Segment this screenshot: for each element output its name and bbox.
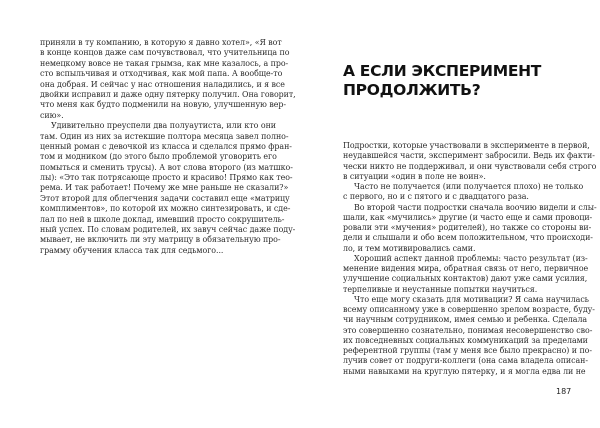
page-number: 187 bbox=[556, 387, 572, 396]
text-line: менение видения мира, обратная связь от него, первичное bbox=[343, 264, 589, 273]
text-line: терпеливые и неустанные попытки научиться. bbox=[343, 284, 538, 294]
text-line: это совершенно сознательно, понимая несовершенство сво- bbox=[343, 325, 593, 335]
text-line: лал по ней в школе доклад, имевший просто сокрушитель- bbox=[40, 214, 285, 224]
text-line: лучив совет от подруги-коллеги (она сама владела описан- bbox=[343, 356, 588, 366]
text-line: ный успех. По словам родителей, их завуч сейчас даже поду- bbox=[40, 225, 296, 235]
text-line: улучшение социальных контактов) дают уже сами усилия, bbox=[343, 274, 588, 284]
text-line: сию». bbox=[40, 110, 64, 120]
text-line: Удивительно преуспели два полуаутиста, или кто они bbox=[51, 121, 276, 131]
text-line: всему описанному уже в совершенно зрелом возрасте, буду- bbox=[343, 305, 595, 314]
text-line: Что еще могу сказать для мотивации? Я сама научилась bbox=[354, 294, 589, 304]
text-line: комплиментов», по которой их можно синтезировать, и сде- bbox=[40, 204, 291, 214]
text-line: что меня как будто подменили на новую, улучшенную вер- bbox=[40, 100, 286, 110]
text-line: рема. И так работает! Почему же мне раньше не сказали?» bbox=[40, 183, 289, 193]
text-line: ровали эти «мучения» родителей), но также со стороны ви- bbox=[343, 223, 592, 232]
text-line: с первого, но и с пятого и с двадцатого раза. bbox=[343, 192, 529, 202]
text-line: Хороший аспект данной проблемы: часто результат (из- bbox=[354, 253, 588, 263]
heading-line-1: А ЕСЛИ ЭКСПЕРИМЕНТ bbox=[343, 62, 542, 80]
right-page bbox=[300, 0, 600, 428]
text-line: в конце концов даже сам почувствовал, что учительница по bbox=[40, 48, 290, 58]
left-page-text bbox=[40, 38, 296, 256]
text-line: приняли в ту компанию, в которую я давно хотел», «Я вот bbox=[40, 38, 282, 47]
text-line: референтной группы (там у меня все было прекрасно) и по- bbox=[343, 346, 592, 355]
text-line: чи научным сотрудником, имея семью и ребенка. Сделала bbox=[343, 315, 588, 325]
text-line: мывает, не включить ли эту матрицу в обязательную про- bbox=[40, 235, 281, 245]
text-line: неудавшейся части, эксперимент забросили. Ведь их факти- bbox=[343, 151, 595, 161]
text-line: там. Один из них за истекшие полтора месяца завел полно- bbox=[40, 131, 289, 141]
text-line: том и модником (до этого было проблемой уговорить его bbox=[40, 152, 277, 162]
heading-line-2: ПРОДОЛЖИТЬ? bbox=[343, 81, 481, 99]
text-line: грамму обучения класса так для седьмого... bbox=[40, 245, 224, 255]
right-page-text bbox=[343, 141, 597, 377]
text-line: ными навыками на круглую пятерку, и я могла едва ли не bbox=[343, 366, 586, 376]
text-line: шали, как «мучились» другие (и часто еще и сами провоци- bbox=[343, 212, 593, 222]
text-line: Во второй части подростки сначала воочию видели и слы- bbox=[354, 202, 597, 212]
text-line: сто вспыльчивая и отходчивая, как мой папа. А вообще-то bbox=[40, 69, 283, 79]
text-line: Подростки, которые участвовали в эксперименте в первой, bbox=[343, 141, 590, 150]
text-line: ценный роман с девочкой из класса и сделался прямо фран- bbox=[40, 141, 292, 151]
text-line: чески никто не поддерживал, и они чувствовали себя строго bbox=[343, 161, 597, 171]
chapter-heading bbox=[343, 62, 541, 100]
text-line: помыться и сменить трусы). А вот слова второго (из матшко- bbox=[40, 162, 293, 172]
text-line: двойки исправил и даже одну пятерку получил. Она говорит, bbox=[40, 89, 296, 99]
text-line: ло, и тем мотивировались сами. bbox=[343, 243, 476, 253]
text-line: их повседневных социальных коммуникаций за пределами bbox=[343, 335, 588, 345]
text-line: дели и слышали и обо всем положительном, что происходи- bbox=[343, 233, 593, 243]
text-line: Этот второй для облегчения задачи составил еще «матрицу bbox=[40, 193, 290, 203]
text-line: Часто не получается (или получается плохо) не только bbox=[354, 182, 584, 191]
text-line: в ситуации «один в поле не воин». bbox=[343, 171, 486, 181]
text-line: она добрая. И сейчас у нас отношения наладились, и я все bbox=[40, 79, 285, 89]
text-line: лы): «Это так потрясающе просто и красиво! Прямо как тео- bbox=[40, 173, 293, 183]
text-line: немецкому вовсе не такая грымза, как мне казалось, а про- bbox=[40, 58, 289, 68]
